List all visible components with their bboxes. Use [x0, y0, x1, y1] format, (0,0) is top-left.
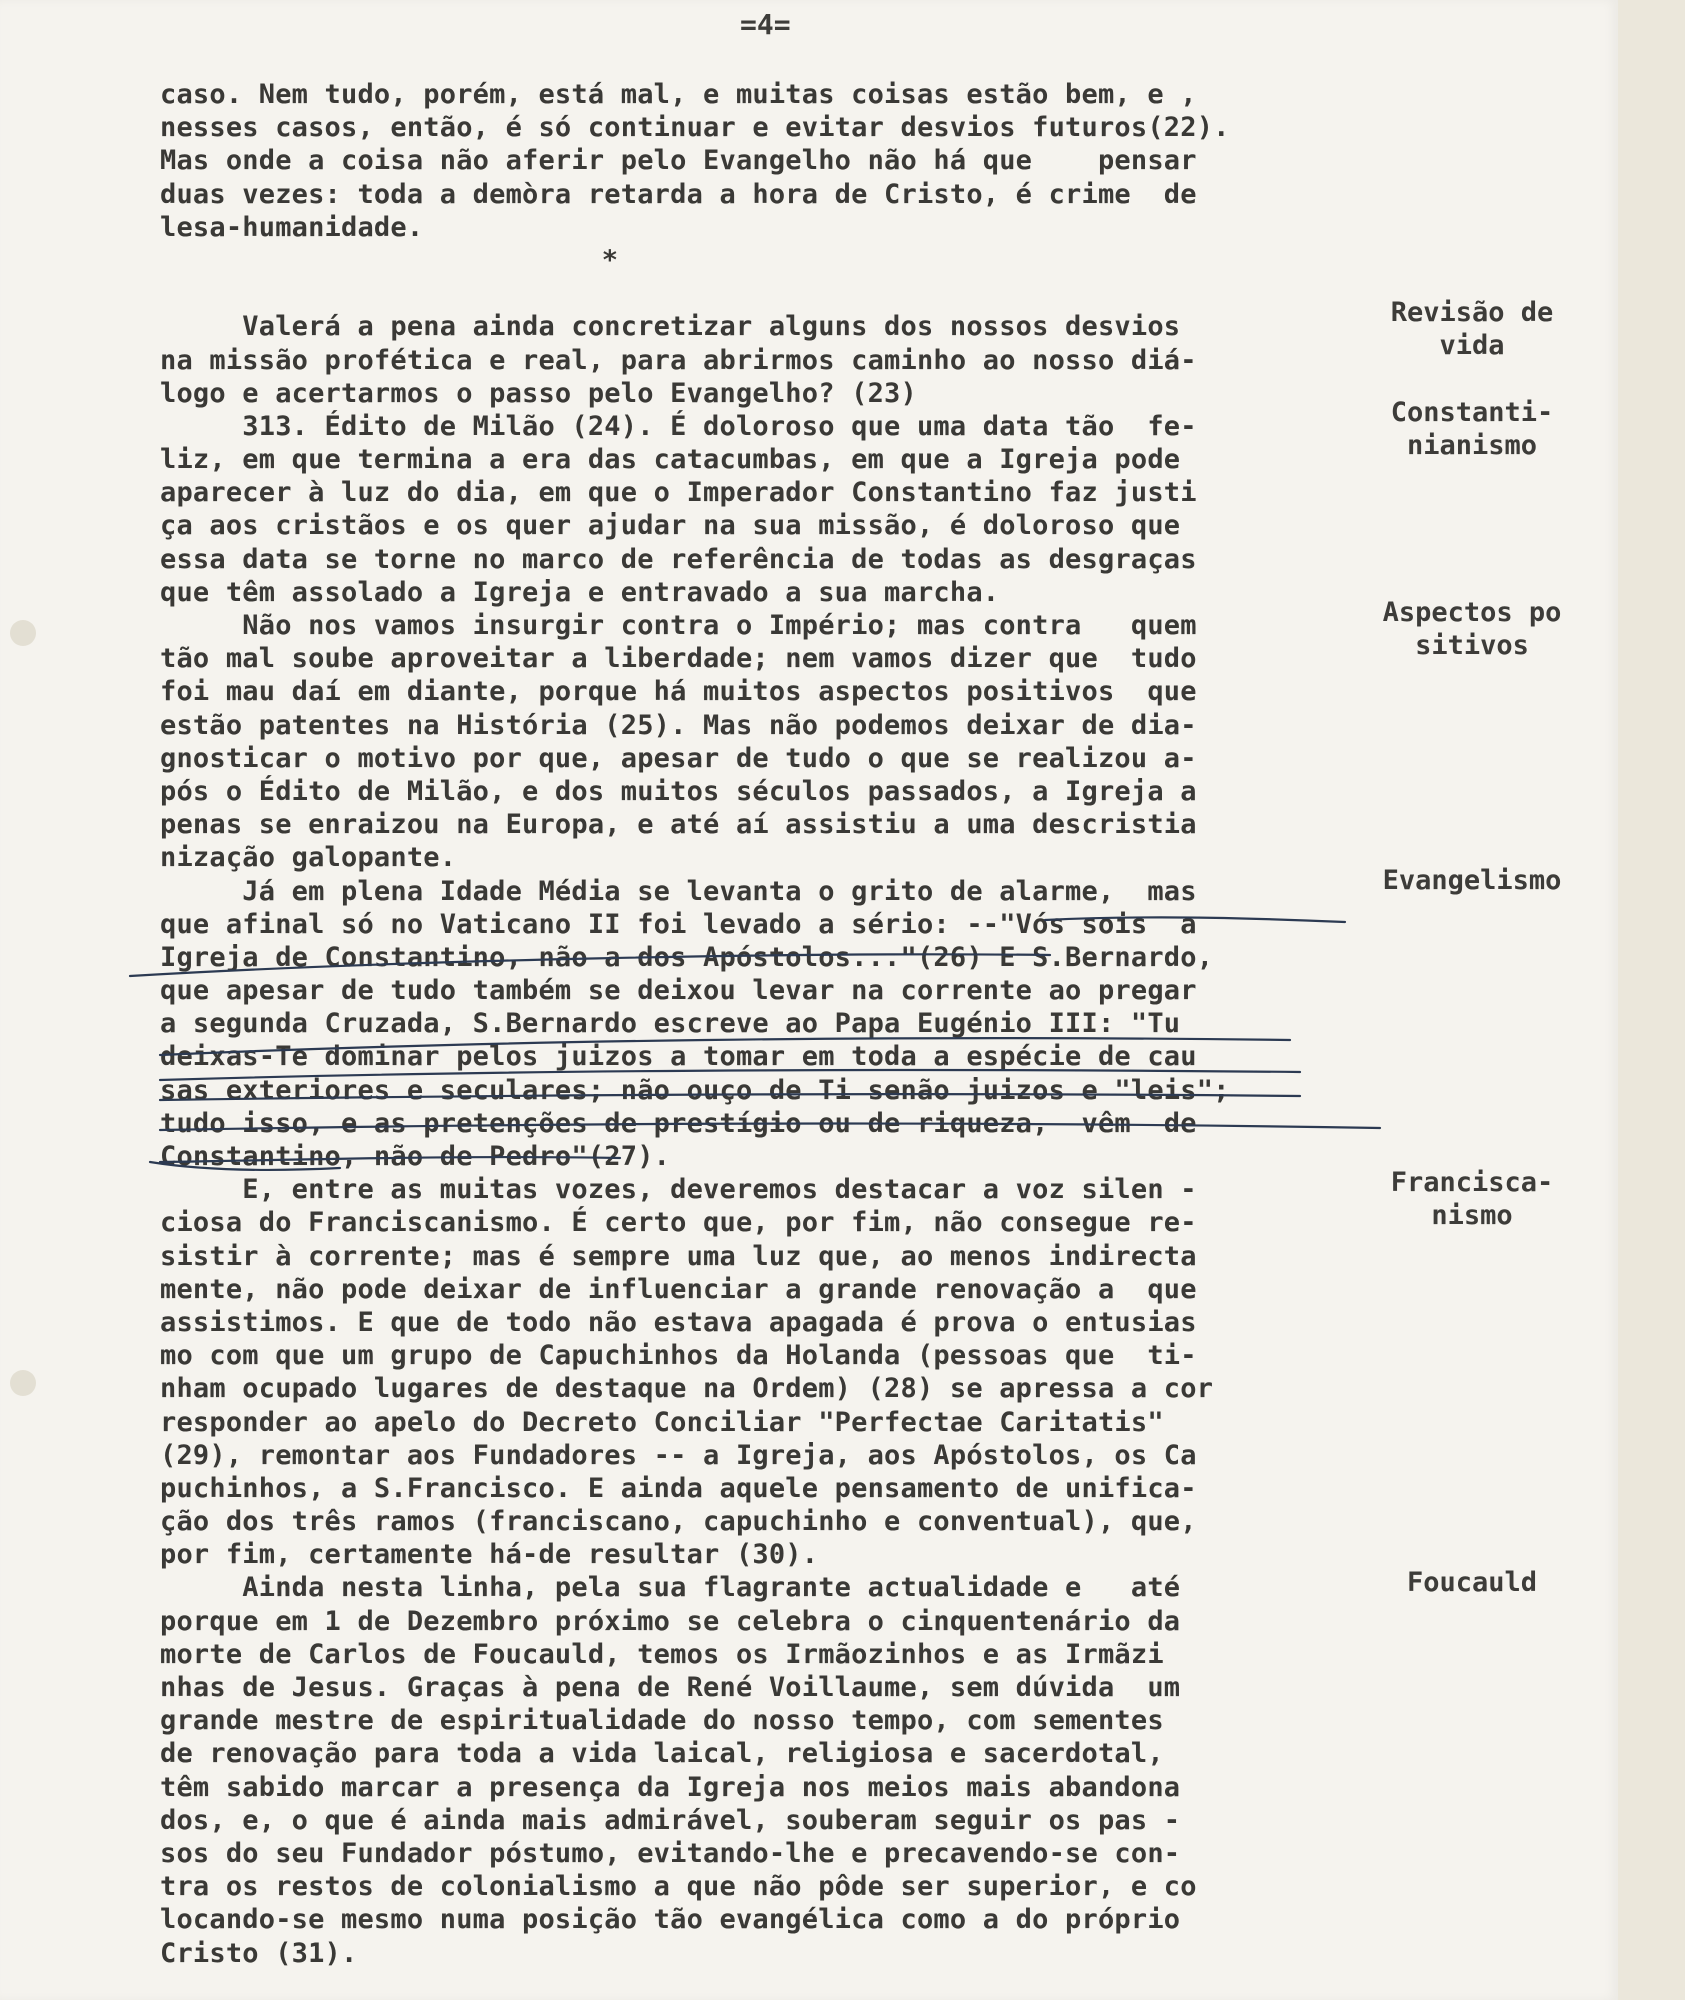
text-line: penas se enraizou na Europa, e até aí assistiu a uma descristia	[160, 809, 1197, 841]
document-body	[160, 78, 1320, 1970]
text-line: que têm assolado a Igreja e entravado a sua marcha.	[160, 576, 1000, 608]
text-line: nhas de Jesus. Graças à pena de René Voillaume, sem dúvida um	[160, 1672, 1181, 1703]
text-line: na missão profética e real, para abrirmos caminho ao nosso diá-	[160, 344, 1197, 376]
text-line: Não nos vamos insurgir contra o Império; mas contra quem	[160, 610, 1197, 641]
text-line: Valerá a pena ainda concretizar alguns dos nossos desvios	[160, 311, 1181, 343]
text-line: Ainda nesta linha, pela sua flagrante actualidade e até	[160, 1572, 1181, 1604]
margin-note-line: sitivos	[1415, 630, 1529, 661]
text-line: deixas-Te dominar pelos juizos a tomar em toda a espécie de cau	[160, 1041, 1197, 1073]
punch-hole	[10, 620, 36, 646]
text-line: gnosticar o motivo por que, apesar de tudo o que se realizou a-	[160, 742, 1197, 774]
margin-note-constantinianismo	[1362, 396, 1582, 462]
margin-note-franciscanismo	[1362, 1166, 1582, 1232]
text-line: tra os restos de colonialismo a que não pôde ser superior, e co	[160, 1871, 1197, 1903]
text-line: nesses casos, então, é só continuar e evitar desvios futuros(22).	[160, 112, 1230, 144]
margin-note-line: Constanti-	[1390, 397, 1554, 428]
text-line: tão mal soube aproveitar a liberdade; nem vamos dizer que tudo	[160, 643, 1197, 675]
text-line: duas vezes: toda a demòra retarda a hora de Cristo, é crime de	[160, 178, 1197, 210]
text-line: 313. Édito de Milão (24). É doloroso que uma data tão fe-	[160, 410, 1197, 442]
text-line: pós o Édito de Milão, e dos muitos séculos passados, a Igreja a	[160, 775, 1197, 807]
text-line: caso. Nem tudo, porém, está mal, e muitas coisas estão bem, e ,	[160, 79, 1197, 110]
text-line: dos, e, o que é ainda mais admirável, souberam seguir os pas -	[160, 1804, 1181, 1836]
margin-note-aspectos	[1362, 596, 1582, 662]
text-line: locando-se mesmo numa posição tão evangélica como a do próprio	[160, 1904, 1181, 1936]
text-line: sistir à corrente; mas é sempre uma luz que, ao menos indirecta	[160, 1240, 1197, 1272]
text-line: mente, não pode deixar de influenciar a grande renovação a que	[160, 1273, 1197, 1305]
margin-note-evangelismo	[1362, 864, 1582, 897]
margin-note-line: Francisca-	[1390, 1167, 1554, 1198]
text-line: assistimos. E que de todo não estava apagada é prova o entusias	[160, 1306, 1197, 1338]
text-line: Igreja de Constantino, não a dos Apóstolos..."(26) E S.Bernardo,	[160, 941, 1214, 973]
text-line: aparecer à luz do dia, em que o Imperador Constantino faz justi	[160, 477, 1197, 509]
text-line: foi mau daí em diante, porque há muitos aspectos positivos que	[160, 676, 1197, 708]
text-line: lesa-humanidade.	[160, 211, 424, 243]
margin-note-line: Evangelismo	[1382, 865, 1562, 896]
text-line: Mas onde a coisa não aferir pelo Evangelho não há que pensar	[160, 145, 1197, 177]
page-number: =4=	[740, 8, 791, 41]
text-line: ciosa do Franciscanismo. É certo que, por fim, não consegue re-	[160, 1207, 1197, 1239]
margin-note-revisao	[1362, 296, 1582, 362]
text-line: sos do seu Fundador póstumo, evitando-lhe e precavendo-se con-	[160, 1837, 1181, 1869]
text-line: liz, em que termina a era das catacumbas, em que a Igreja pode	[160, 444, 1181, 476]
punch-hole	[10, 1370, 36, 1396]
text-line: Constantino, não de Pedro"(27).	[160, 1141, 671, 1172]
text-line: por fim, certamente há-de resultar (30).	[160, 1539, 819, 1571]
text-line: têm sabido marcar a presença da Igreja nos meios mais abandona	[160, 1771, 1181, 1803]
margin-note-line: Revisão de	[1390, 297, 1554, 328]
text-line: mo com que um grupo de Capuchinhos da Holanda (pessoas que ti-	[160, 1340, 1197, 1372]
text-line: nização galopante.	[160, 842, 457, 874]
text-line: ça aos cristãos e os quer ajudar na sua missão, é doloroso que	[160, 510, 1181, 542]
text-line: a segunda Cruzada, S.Bernardo escreve ao Papa Eugénio III: "Tu	[160, 1008, 1181, 1040]
text-line: Já em plena Idade Média se levanta o grito de alarme, mas	[160, 875, 1197, 907]
text-line: responder ao apelo do Decreto Conciliar "Perfectae Caritatis"	[160, 1406, 1164, 1438]
text-line	[160, 277, 1320, 310]
text-line: *	[601, 244, 619, 276]
text-line: Cristo (31).	[160, 1937, 358, 1969]
text-line: estão patentes na História (25). Mas não podemos deixar de dia-	[160, 709, 1197, 741]
text-line: E, entre as muitas vozes, deveremos destacar a voz silen -	[160, 1174, 1197, 1206]
text-line: essa data se torne no marco de referência de todas as desgraças	[160, 543, 1197, 575]
text-line: puchinhos, a S.Francisco. E ainda aquele pensamento de unifica-	[160, 1472, 1197, 1504]
text-line: morte de Carlos de Foucauld, temos os Irmãozinhos e as Irmãzi	[160, 1638, 1164, 1670]
text-line: grande mestre de espiritualidade do nosso tempo, com sementes	[160, 1705, 1164, 1737]
text-line: (29), remontar aos Fundadores -- a Igreja, aos Apóstolos, os Ca	[160, 1439, 1197, 1471]
paper-edge	[1618, 0, 1685, 2000]
text-line: tudo isso, e as pretenções de prestígio ou de riqueza, vêm de	[160, 1107, 1197, 1139]
text-line: sas exteriores e seculares; não ouço de Ti senão juizos e "leis";	[160, 1074, 1230, 1106]
margin-note-line: nianismo	[1406, 430, 1538, 461]
text-line: que afinal só no Vaticano II foi levado a sério: --"Vós sois a	[160, 908, 1197, 940]
margin-note-foucauld	[1362, 1566, 1582, 1599]
margin-note-line: Aspectos po	[1382, 597, 1562, 628]
margin-note-line: Foucauld	[1406, 1567, 1538, 1598]
text-line: porque em 1 de Dezembro próximo se celebra o cinquentenário da	[160, 1605, 1181, 1637]
text-line: logo e acertarmos o passo pelo Evangelho? (23)	[160, 377, 917, 409]
text-line: ção dos três ramos (franciscano, capuchinho e conventual), que,	[160, 1506, 1197, 1538]
margin-note-line: nismo	[1431, 1200, 1513, 1231]
margin-note-line: vida	[1439, 330, 1505, 361]
text-line: de renovação para toda a vida laical, religiosa e sacerdotal,	[160, 1738, 1164, 1770]
text-line: que apesar de tudo também se deixou levar na corrente ao pregar	[160, 975, 1197, 1007]
text-line: nham ocupado lugares de destaque na Ordem) (28) se apressa a cor	[160, 1373, 1214, 1405]
